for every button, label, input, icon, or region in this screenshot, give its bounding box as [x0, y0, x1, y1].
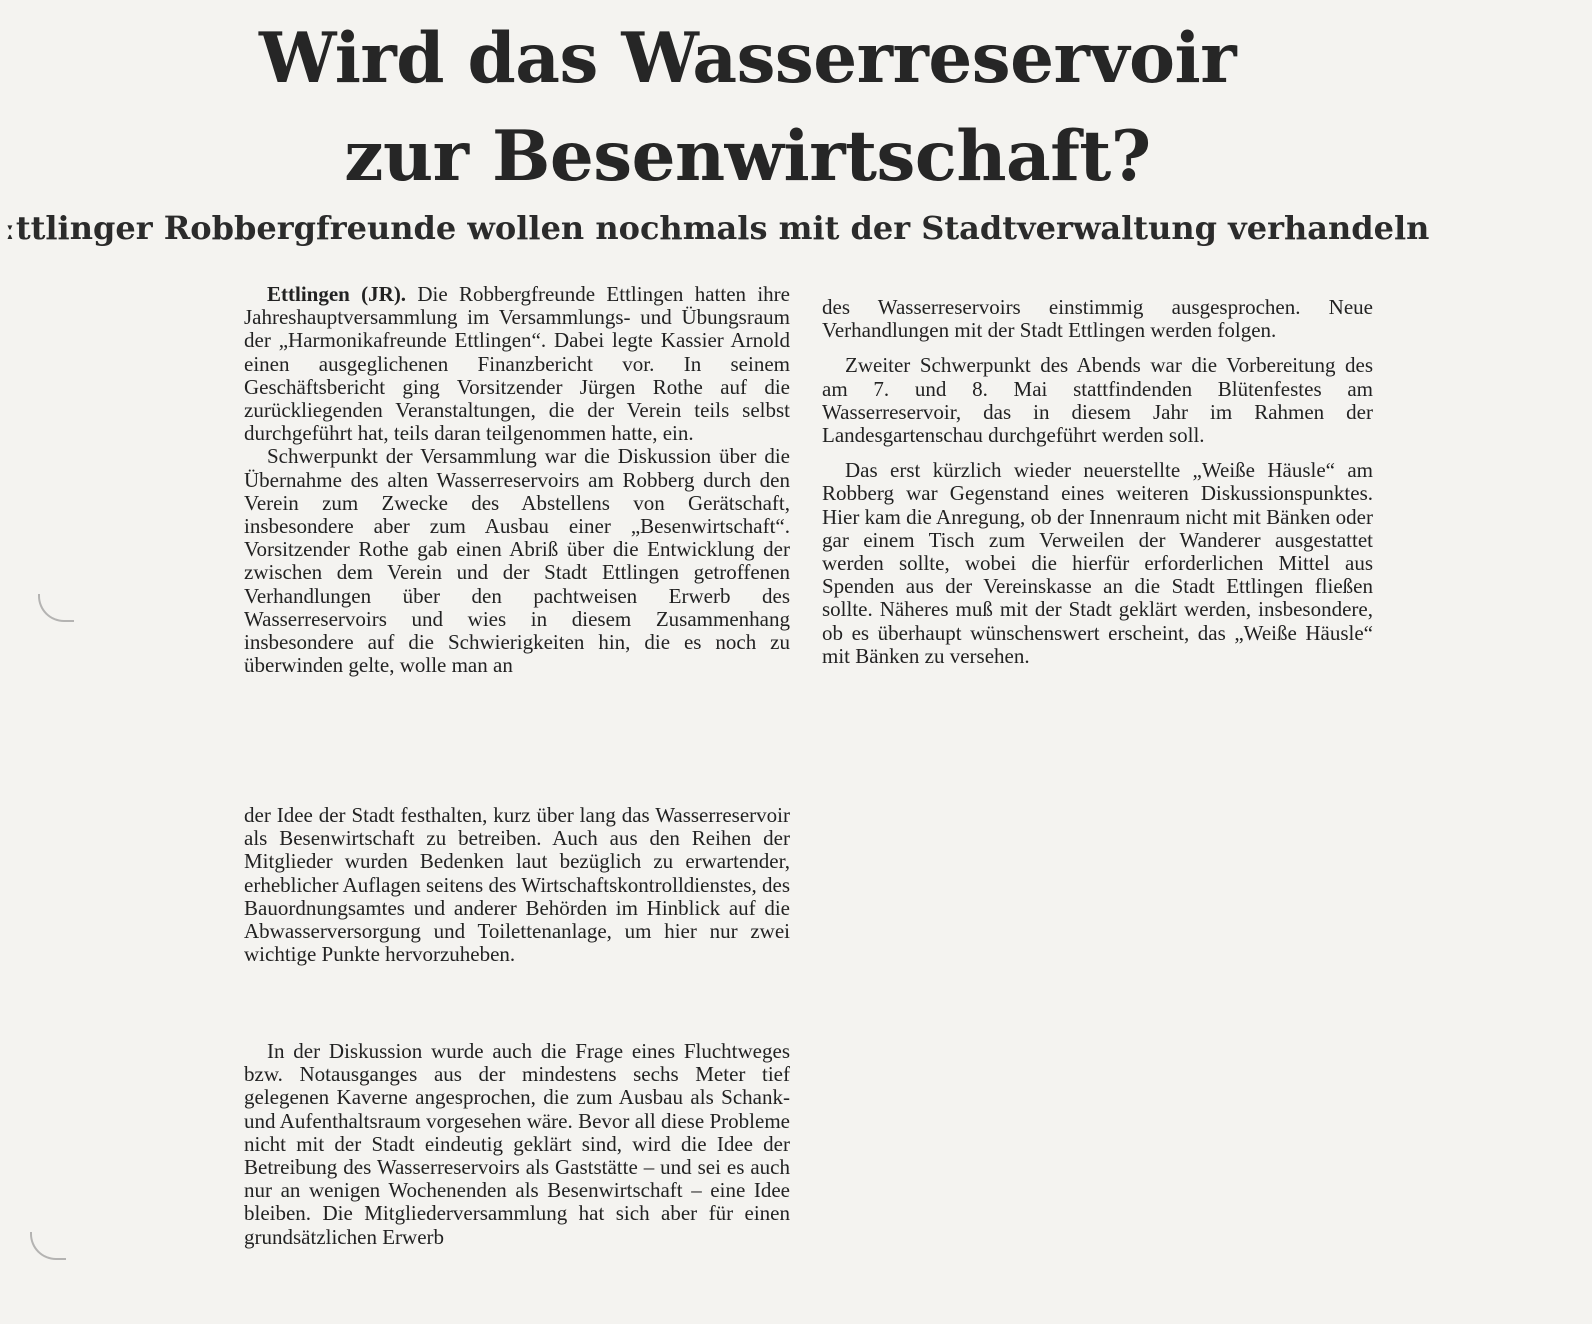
column-2 [822, 296, 1373, 668]
paragraph-3: der Idee der Stadt festhalten, kurz über lang das Wasserreservoir als Besenwirtschaft zu betreiben. Auch aus den Reihen der Mitglieder wurden Bedenken laut bezüglich zu erwartender, erheblicher Auflagen seitens des Wirtschaftskontrolldienstes, des Bauordnungsamtes und anderer Behörden im Hinblick auf die Abwasserversorgung und Toilettenanlage, um hier nur zwei wichtige Punkte hervorzuheben. [244, 803, 790, 967]
subheadline: ːttlinger Robbergfreunde wollen nochmals mit der Stadtverwaltung verhandeln [4, 209, 1430, 247]
headline-line-1: Wird das Wasserreservoir [258, 18, 1237, 99]
punch-hole-mark [38, 594, 74, 622]
headline-line-2: zur Besenwirtschaft? [344, 116, 1151, 197]
paragraph-2: Schwerpunkt der Versammlung war die Diskussion über die Übernahme des alten Wasserreservoirs am Robberg durch den Verein zum Zwecke des Abstellens von Gerätschaft, insbesondere aber zum Ausbau einer „Besenwirtschaft“. Vorsitzender Rothe gab einen Abriß über die Entwicklung der zwischen dem Verein und der Stadt Ettlingen getroffenen Verhandlungen über den pachtweisen Erwerb des Wasserreservoirs und wies in diesem Zusammenhang insbesondere auf die Schwierigkeiten hin, die es noch zu überwinden gelte, wolle man an [244, 444, 790, 678]
paragraph-6: Zweiter Schwerpunkt des Abends war die Vorbereitung des am 7. und 8. Mai stattfindenden Blütenfestes am Wasserreservoir, das in diesem Jahr im Rahmen der Landesgartenschau durchgeführt werden soll. [822, 353, 1373, 448]
paragraph-7: Das erst kürzlich wieder neuerstellte „Weiße Häusle“ am Robberg war Gegenstand eines weiteren Diskussionspunktes. Hier kam die Anregung, ob der Innenraum nicht mit Bänken oder gar einem Tisch zum Verweilen der Wanderer ausgestattet werden sollte, wobei die hierfür erforderlichen Mittel aus Spenden aus der Vereinskasse an die Stadt Ettlingen fließen sollte. Näheres muß mit der Stadt geklärt werden, insbesondere, ob es überhaupt wünschenswert erscheint, das „Weiße Häusle“ mit Bänken zu versehen. [822, 458, 1373, 668]
headline [255, 10, 1240, 206]
paragraph-4: In der Diskussion wurde auch die Frage eines Fluchtweges bzw. Notausganges aus der mindestens sechs Meter tief gelegenen Kaverne angesprochen, die zum Ausbau als Schank- und Aufenthaltsraum vorgesehen wäre. Bevor all diese Probleme nicht mit der Stadt eindeutig geklärt sind, wird die Idee der Betreibung des Wasserreservoirs als Gaststätte – und sei es auch nur an wenigen Wochenenden als Besenwirtschaft – eine Idee bleiben. Die Mitgliederversammlung hat sich aber für einen grundsätzlichen Erwerb [244, 1039, 790, 1249]
paragraph-5: des Wasserreservoirs einstimmig ausgesprochen. Neue Verhandlungen mit der Stadt Ettlingen werden folgen. [822, 295, 1373, 343]
column-1-bottom [244, 804, 790, 966]
paragraph-1 [244, 283, 790, 445]
column-1-top [244, 283, 790, 677]
punch-hole-mark [30, 1232, 66, 1260]
dateline: Ettlingen (JR). [267, 282, 407, 306]
paragraph-1-text: Die Robbergfreunde Ettlingen hatten ihre Jahreshauptversammlung im Versammlungs- und Übungsraum der „Harmonikafreunde Ettlingen“. Dabei legte Kassier Arnold einen ausgeglichenen Finanzbericht vor. In seinem Geschäftsbericht ging Vorsitzender Jürgen Rothe auf die zurückliegenden Veranstaltungen, die der Verein teils selbst durchgeführt hat, teils daran teilgenommen hatte, ein. [244, 282, 790, 446]
column-1-end [244, 1040, 790, 1249]
